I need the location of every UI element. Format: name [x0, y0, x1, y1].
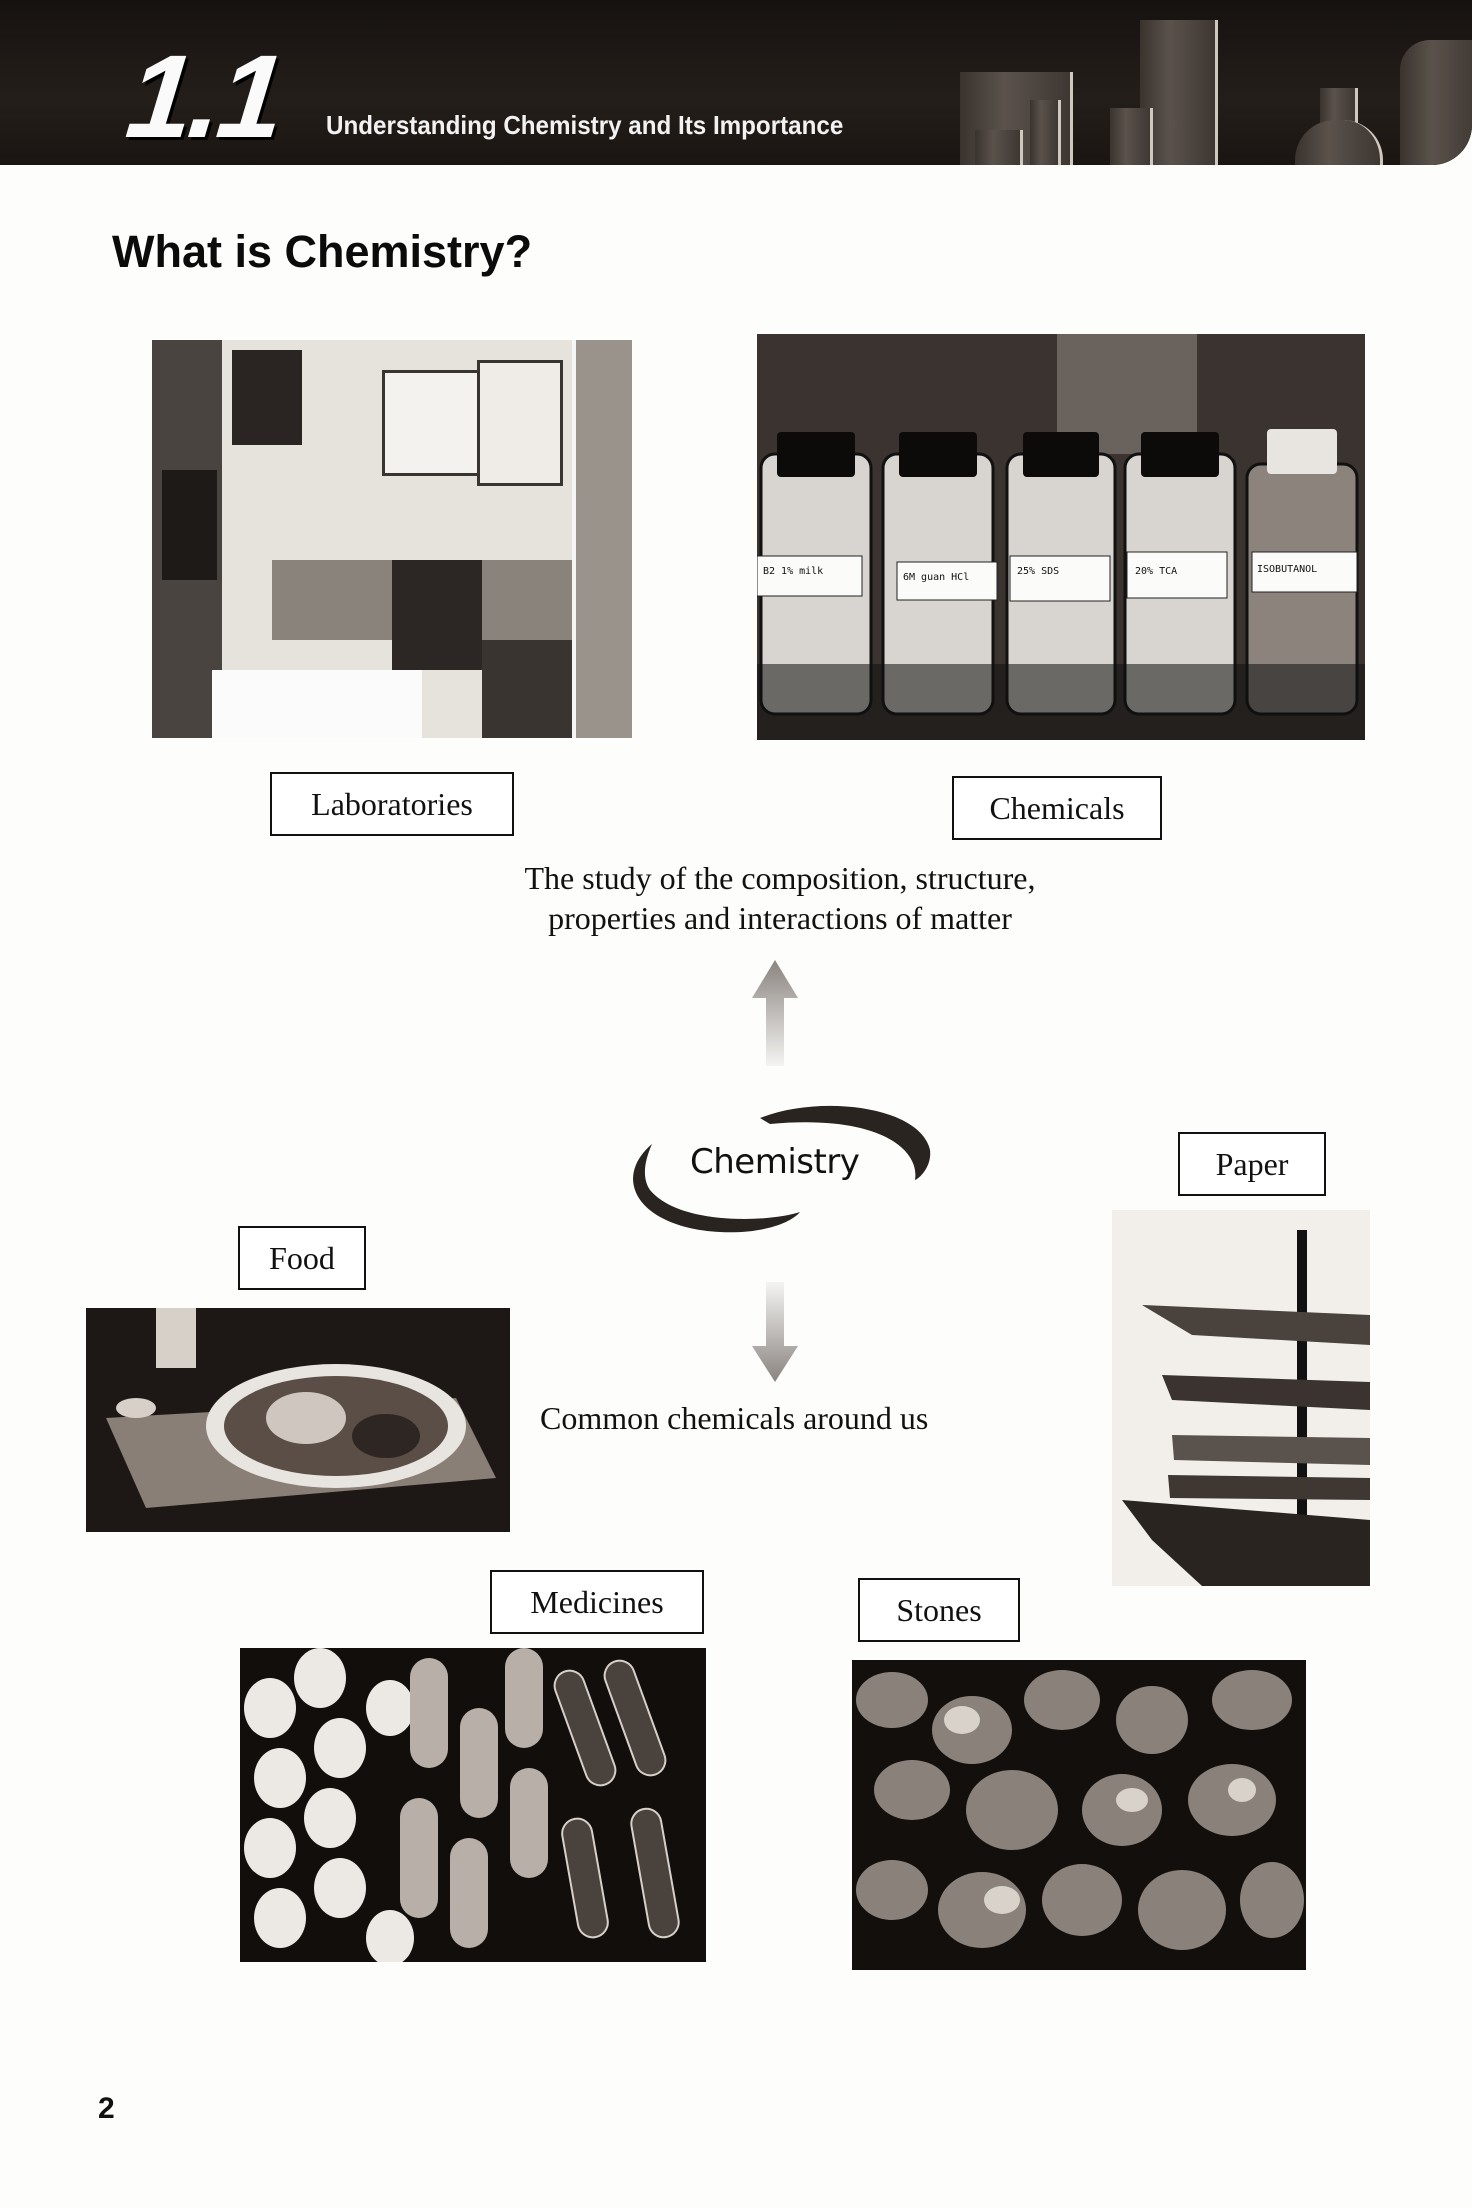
label-chemicals	[952, 776, 1162, 840]
section-header-banner	[0, 0, 1472, 165]
svg-text:ISOBUTANOL: ISOBUTANOL	[1257, 564, 1318, 575]
paper-stack-photo	[1112, 1210, 1370, 1586]
label-stones-text: Stones	[896, 1591, 982, 1628]
stones-illustration	[852, 1660, 1306, 1970]
svg-text:25% SDS: 25% SDS	[1017, 566, 1060, 577]
label-food-text: Food	[269, 1239, 335, 1276]
flask-silhouette	[1295, 120, 1383, 165]
beaker-silhouette	[1400, 40, 1472, 165]
section-title: Understanding Chemistry and Its Importance	[326, 110, 844, 140]
arrow-down-icon	[750, 1280, 800, 1384]
svg-text:6M guan HCl: 6M guan HCl	[903, 572, 970, 583]
pills-illustration	[240, 1648, 706, 1962]
arrow-up-icon	[750, 958, 800, 1068]
food-illustration	[86, 1308, 510, 1532]
label-paper-text: Paper	[1215, 1145, 1289, 1182]
label-food	[238, 1226, 366, 1290]
chemical-bottles-photo	[757, 334, 1365, 740]
label-medicines-text: Medicines	[530, 1583, 664, 1620]
label-paper	[1178, 1132, 1326, 1196]
chemistry-definition	[440, 858, 1120, 938]
laboratory-photo	[152, 340, 632, 738]
label-chemicals-text: Chemicals	[989, 789, 1125, 826]
beaker-silhouette	[975, 130, 1023, 165]
label-medicines	[490, 1570, 704, 1634]
definition-line-2: properties and interactions of matter	[548, 900, 1012, 936]
page-title: What is Chemistry?	[112, 226, 533, 277]
common-chemicals-caption: Common chemicals around us	[540, 1400, 929, 1436]
svg-text:20% TCA: 20% TCA	[1135, 566, 1178, 577]
chemistry-center-label: Chemistry	[690, 1142, 860, 1182]
beaker-silhouette	[1030, 100, 1061, 165]
label-stones	[858, 1578, 1020, 1642]
pills-capsules-photo	[240, 1648, 706, 1962]
bottles-illustration	[757, 334, 1365, 740]
section-number: 1.1	[121, 31, 287, 163]
label-laboratories	[270, 772, 514, 836]
food-platter-photo	[86, 1308, 510, 1532]
svg-text:B2 1% milk: B2 1% milk	[763, 566, 824, 577]
page-number: 2	[98, 2092, 115, 2125]
definition-line-1: The study of the composition, structure,	[524, 860, 1036, 896]
beaker-silhouette	[1110, 108, 1153, 165]
label-laboratories-text: Laboratories	[311, 785, 473, 822]
paper-illustration	[1112, 1210, 1370, 1586]
pebbles-photo	[852, 1660, 1306, 1970]
